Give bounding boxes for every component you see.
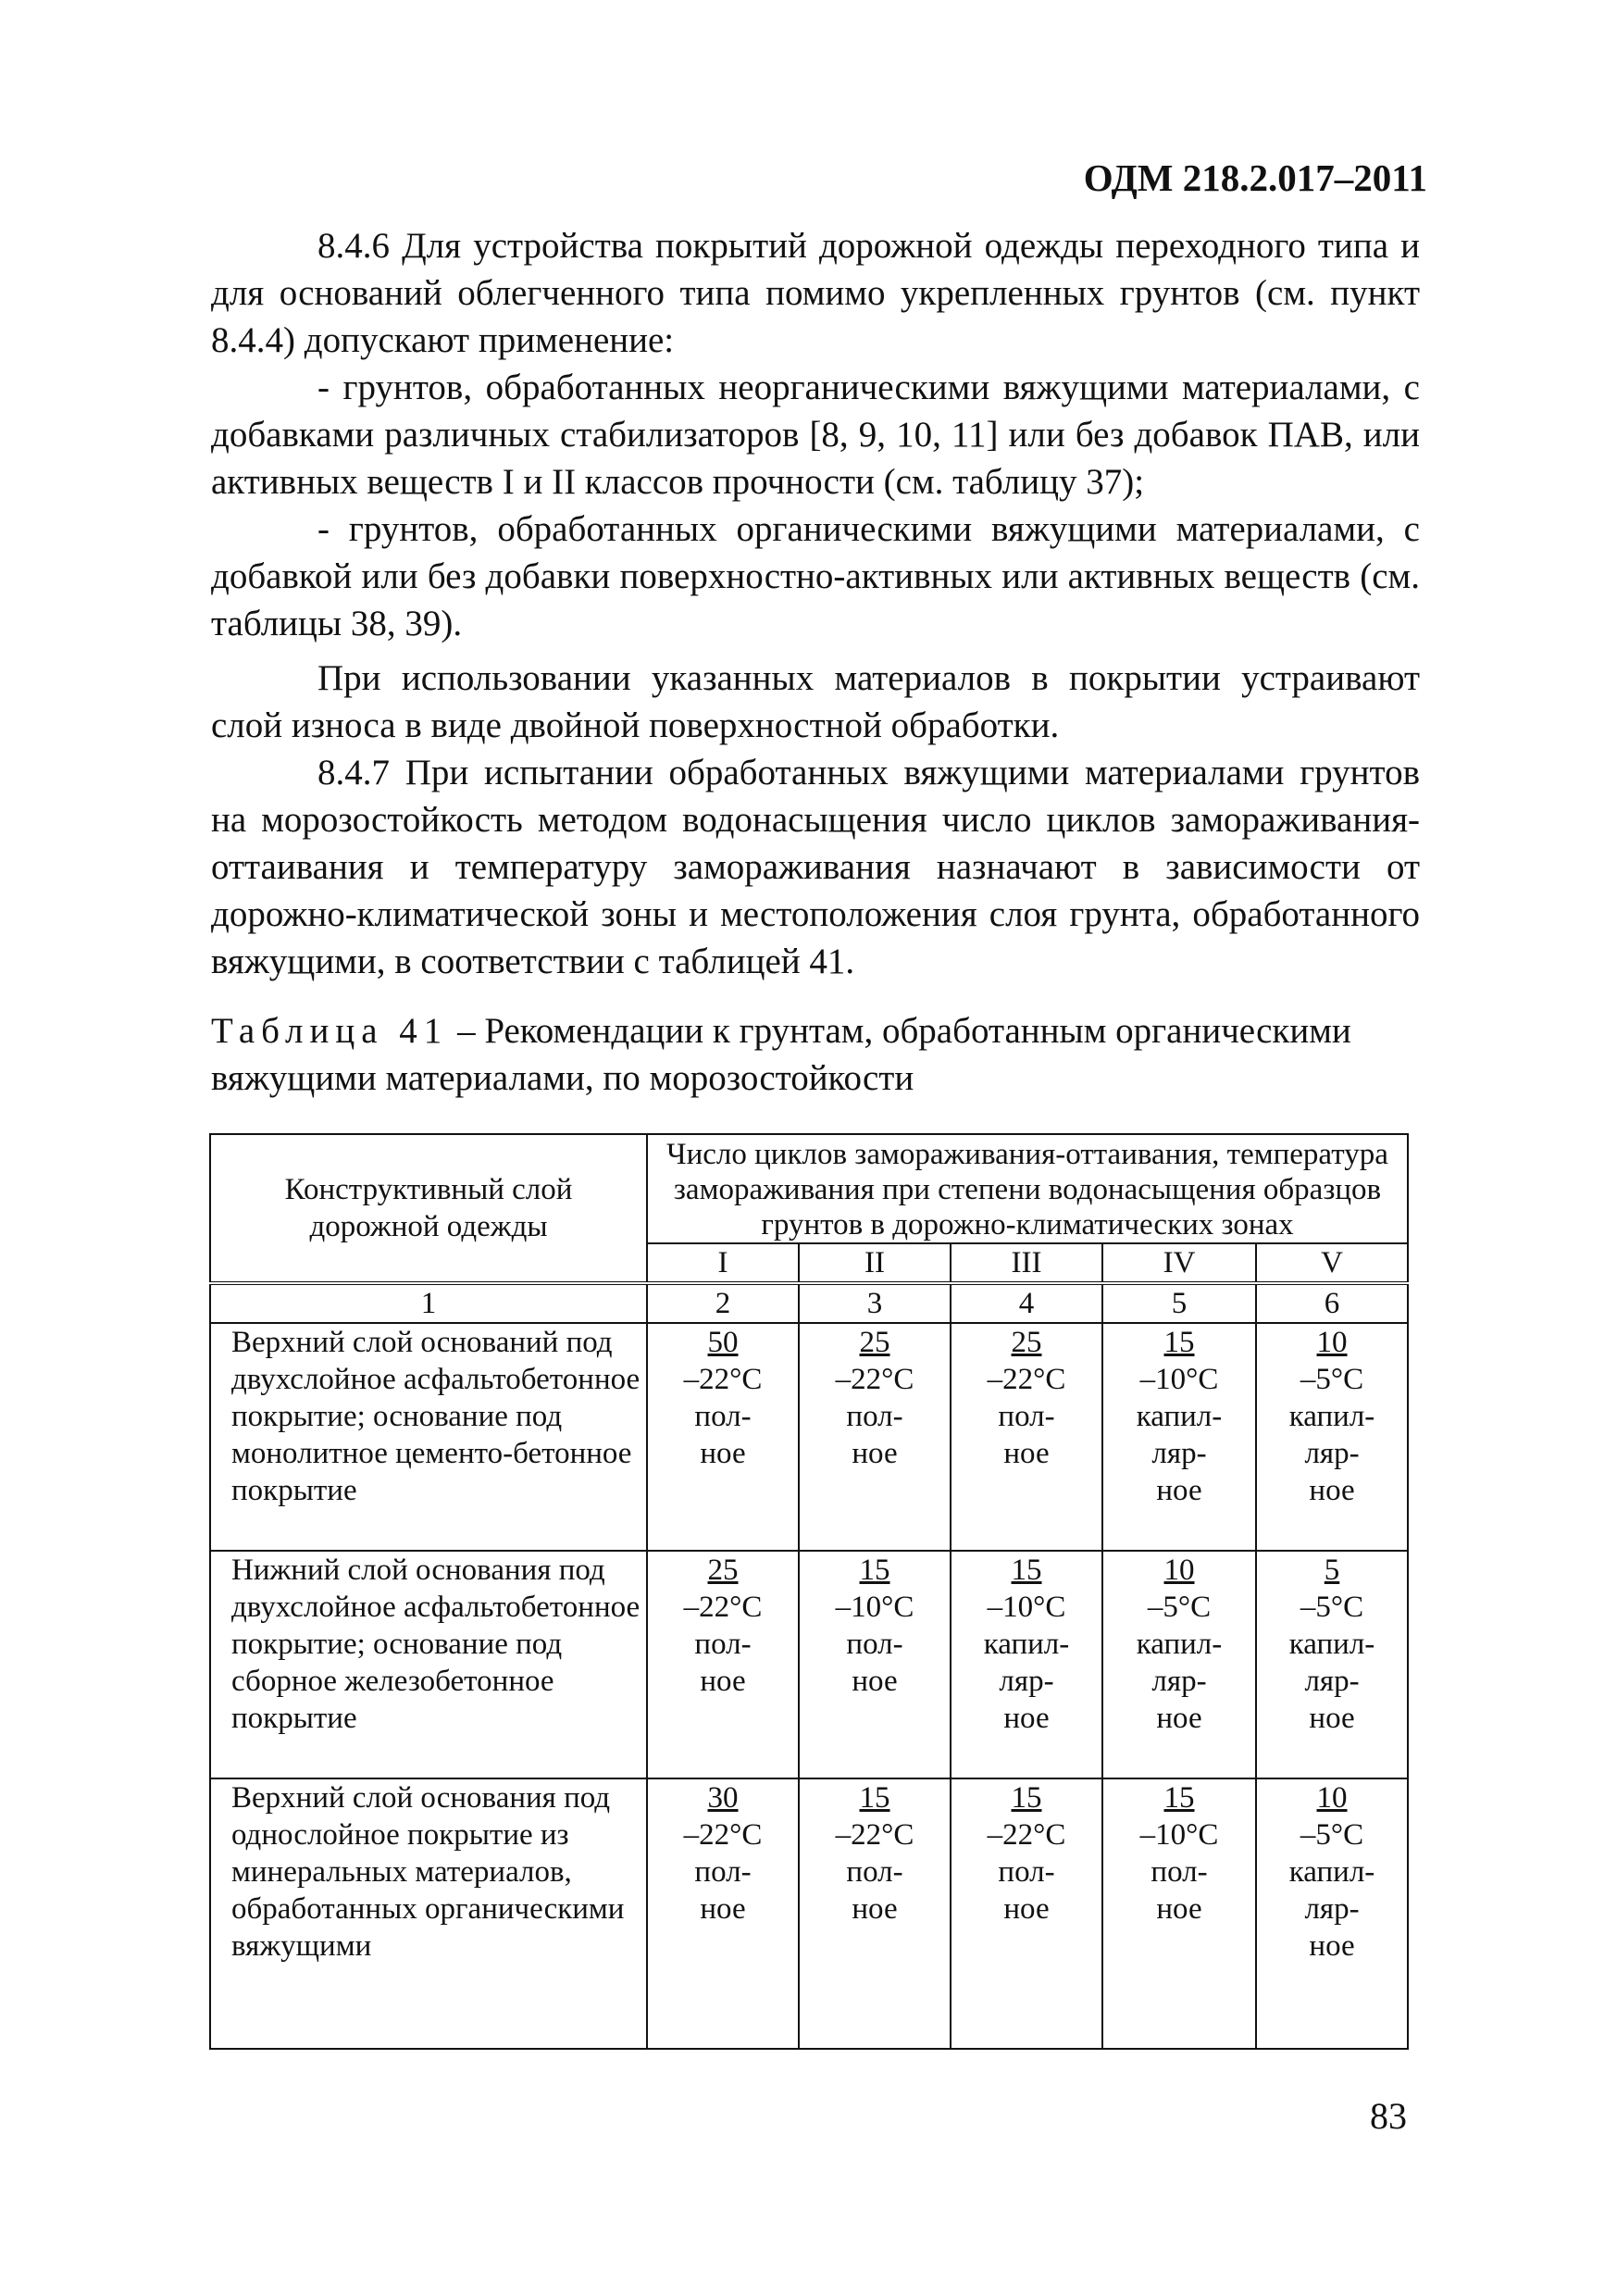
saturation-state: пол- — [998, 1400, 1055, 1433]
saturation-state: капил- — [983, 1628, 1070, 1661]
cycles-value: 15 — [1011, 1781, 1042, 1815]
saturation-state: пол- — [998, 1855, 1055, 1889]
zone-cell — [647, 1778, 799, 2049]
frost-resistance-table — [209, 1133, 1409, 2050]
saturation-state: ное — [1003, 1437, 1050, 1470]
table-row — [210, 1551, 1408, 1778]
body-text — [211, 222, 1420, 985]
saturation-state: ляр- — [999, 1665, 1054, 1698]
saturation-state: капил- — [1136, 1628, 1223, 1661]
zone-header: I — [647, 1243, 799, 1283]
saturation-state: ное — [1309, 1929, 1355, 1963]
cycles-value: 50 — [707, 1326, 739, 1359]
page-number: 83 — [1370, 2095, 1407, 2137]
saturation-state: пол- — [846, 1400, 903, 1433]
temperature-value: –5°С — [1300, 1363, 1364, 1396]
saturation-state: капил- — [1136, 1400, 1223, 1433]
temperature-value: –5°С — [1300, 1818, 1364, 1852]
zone-cell — [799, 1551, 951, 1778]
cycles-value: 15 — [859, 1781, 890, 1815]
header-layer: Конструктивный слой дорожной одежды — [210, 1134, 647, 1283]
layer-name: Верхний слой основания под однослойное покрытие из минеральных материалов, обработанных органическими вяжущими — [210, 1778, 647, 2049]
temperature-value: –22°С — [683, 1818, 763, 1852]
temperature-value: –22°С — [835, 1818, 914, 1852]
paragraph-8-4-7: 8.4.7 При испытании обработанных вяжущими материалами грунтов на морозостойкость методом водонасыщения число циклов замораживания-оттаивания и температуру замораживания назначают в зависимости от дорожно-климатической зоны и местоположения слоя грунта, обработанного вяжущими, в соответствии с таблицей 41. — [211, 753, 1420, 981]
paragraph-8-4-6: 8.4.6 Для устройства покрытий дорожной одежды переходного типа и для оснований облегченного типа помимо укрепленных грунтов (см. пункт 8.4.4) допускают применение: — [211, 226, 1420, 360]
saturation-state: ное — [1156, 1892, 1202, 1926]
zone-cell — [951, 1551, 1102, 1778]
saturation-state: ное — [700, 1892, 746, 1926]
temperature-value: –10°С — [1139, 1818, 1219, 1852]
zone-cell — [799, 1323, 951, 1551]
saturation-state: ное — [1156, 1474, 1202, 1507]
column-number: 5 — [1102, 1283, 1256, 1323]
saturation-state: ное — [1309, 1702, 1355, 1735]
saturation-state: пол- — [694, 1855, 752, 1889]
saturation-state: пол- — [1151, 1855, 1208, 1889]
temperature-value: –22°С — [987, 1363, 1066, 1396]
layer-name: Нижний слой основания под двухслойное асфальтобетонное покрытие; основание под сборное железобетонное покрытие — [210, 1551, 647, 1778]
zone-cell — [951, 1778, 1102, 2049]
saturation-state: капил- — [1288, 1400, 1375, 1433]
cycles-value: 15 — [1163, 1781, 1195, 1815]
cycles-value: 25 — [1011, 1326, 1042, 1359]
cycles-value: 10 — [1316, 1326, 1348, 1359]
saturation-state: пол- — [846, 1628, 903, 1661]
saturation-state: пол- — [846, 1855, 903, 1889]
temperature-value: –10°С — [1139, 1363, 1219, 1396]
zone-cell — [799, 1778, 951, 2049]
temperature-value: –5°С — [1147, 1591, 1212, 1624]
saturation-state: ное — [700, 1437, 746, 1470]
cycles-value: 5 — [1324, 1554, 1340, 1587]
saturation-state: пол- — [694, 1400, 752, 1433]
paragraph-organic-binders: - грунтов, обработанных органическими вяжущими материалами, с добавкой или без добавки поверхностно-активных или активных веществ (см. таблицы 38, 39). — [211, 509, 1420, 643]
table-body — [210, 1323, 1408, 2049]
saturation-state: ное — [852, 1665, 898, 1698]
zone-cell — [647, 1551, 799, 1778]
cycles-value: 15 — [1011, 1554, 1042, 1587]
zone-cell — [647, 1323, 799, 1551]
cycles-value: 30 — [707, 1781, 739, 1815]
temperature-value: –22°С — [683, 1363, 763, 1396]
saturation-state: капил- — [1288, 1628, 1375, 1661]
temperature-value: –10°С — [987, 1591, 1066, 1624]
layer-name: Верхний слой оснований под двухслойное асфальтобетонное покрытие; основание под монолитное цементо-бетонное покрытие — [210, 1323, 647, 1551]
saturation-state: капил- — [1288, 1855, 1375, 1889]
saturation-state: пол- — [694, 1628, 752, 1661]
paragraph-inorganic-binders: - грунтов, обработанных неорганическими вяжущими материалами, с добавками различных стабилизаторов [8, 9, 10, 11] или без добавок ПАВ, или активных веществ I и II классов прочности (см. таблицу 37); — [211, 368, 1420, 502]
table-header-row — [210, 1134, 1408, 1243]
zone-header: IV — [1102, 1243, 1256, 1283]
saturation-state: ляр- — [1151, 1665, 1207, 1698]
zone-cell — [1256, 1778, 1408, 2049]
temperature-value: –22°С — [835, 1363, 914, 1396]
zone-cell — [1102, 1551, 1256, 1778]
temperature-value: –22°С — [987, 1818, 1066, 1852]
column-number-row — [210, 1283, 1408, 1323]
zone-cell — [1256, 1323, 1408, 1551]
cycles-value: 15 — [859, 1554, 890, 1587]
zone-cell — [1256, 1551, 1408, 1778]
table-row — [210, 1323, 1408, 1551]
saturation-state: ное — [700, 1665, 746, 1698]
table-caption — [211, 1007, 1420, 1102]
cycles-value: 25 — [707, 1554, 739, 1587]
table-caption-label: Таблица 41 — [211, 1011, 449, 1051]
document-code: ОДМ 218.2.017–2011 — [1083, 156, 1427, 199]
saturation-state: ное — [1003, 1892, 1050, 1926]
column-number: 2 — [647, 1283, 799, 1323]
table-row — [210, 1778, 1408, 2049]
zone-header: III — [951, 1243, 1102, 1283]
column-number: 3 — [799, 1283, 951, 1323]
saturation-state: ное — [1003, 1702, 1050, 1735]
saturation-state: ляр- — [1151, 1437, 1207, 1470]
zone-header: V — [1256, 1243, 1408, 1283]
cycles-value: 10 — [1316, 1781, 1348, 1815]
header-cycles: Число циклов замораживания-оттаивания, температура замораживания при степени водонасыщения образцов грунтов в дорожно-климатических зонах — [647, 1134, 1408, 1243]
cycles-value: 25 — [859, 1326, 890, 1359]
saturation-state: ное — [852, 1437, 898, 1470]
temperature-value: –22°С — [683, 1591, 763, 1624]
column-number: 6 — [1256, 1283, 1408, 1323]
saturation-state: ляр- — [1304, 1665, 1360, 1698]
cycles-value: 15 — [1163, 1326, 1195, 1359]
saturation-state: ляр- — [1304, 1437, 1360, 1470]
cycles-value: 10 — [1163, 1554, 1195, 1587]
saturation-state: ное — [1309, 1474, 1355, 1507]
table-caption-text: – Рекомендации к грунтам, обработанным органическими вяжущими материалами, по морозостойкости — [211, 1011, 1351, 1098]
saturation-state: ляр- — [1304, 1892, 1360, 1926]
zone-header: II — [799, 1243, 951, 1283]
column-number: 1 — [210, 1283, 647, 1323]
paragraph-wear-layer: При использовании указанных материалов в покрытии устраивают слой износа в виде двойной поверхностной обработки. — [211, 658, 1420, 745]
saturation-state: ное — [1156, 1702, 1202, 1735]
zone-cell — [1102, 1778, 1256, 2049]
temperature-value: –10°С — [835, 1591, 914, 1624]
saturation-state: ное — [852, 1892, 898, 1926]
zone-cell — [1102, 1323, 1256, 1551]
temperature-value: –5°С — [1300, 1591, 1364, 1624]
column-number: 4 — [951, 1283, 1102, 1323]
zone-cell — [951, 1323, 1102, 1551]
